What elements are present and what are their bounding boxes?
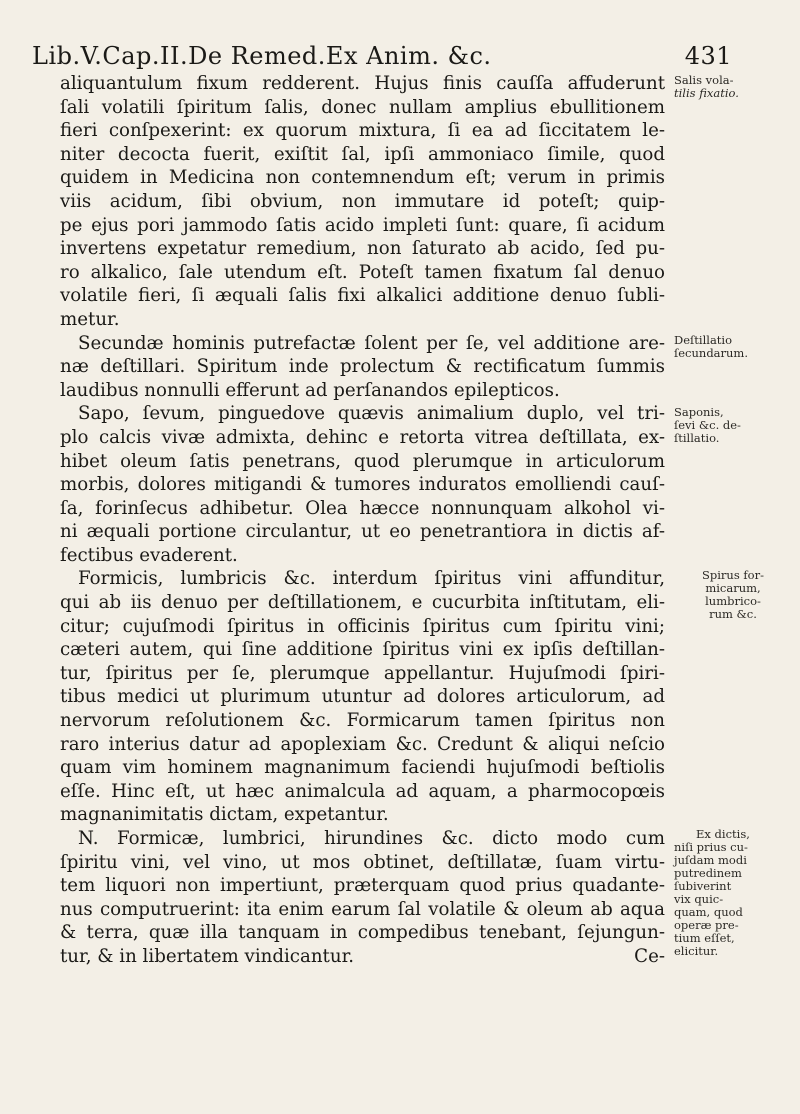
margin-note-line: Spirus for- (702, 568, 764, 582)
text-line: eſſe. Hinc eſt, ut hæc animalcula ad aquam, a pharmocopœis (60, 780, 665, 802)
margin-note-line: ſtillatio. (674, 431, 720, 445)
text-line: pe ejus pori jammodo ſatis acido impleti ſunt: quare, ſi acidum (60, 214, 665, 236)
text-line: Sapo, ſevum, pinguedove quævis animalium duplo, vel tri- (78, 403, 665, 425)
text-line: & terra, quæ illa tanquam in compedibus tenebant, ſejungun- (60, 922, 665, 944)
margin-note (674, 406, 792, 445)
margin-note (674, 334, 792, 360)
text-line: viis acidum, ſibi obvium, non immutare id poteſt; quip- (60, 190, 665, 212)
text-line: aliquantulum fixum redderent. Hujus finis cauſſa affuderunt (60, 73, 665, 94)
text-line: nus computruerint: ita enim earum ſal volatile & oleum ab aqua (60, 898, 665, 920)
running-title: Lib.V.Cap.II.De Remed.Ex Anim. &c. (32, 42, 492, 70)
text-line: tem liquori non impertiunt, præterquam quod prius quadante- (60, 875, 665, 897)
margin-note-line: elicitur. (674, 944, 719, 958)
main-text (60, 72, 665, 969)
margin-note-line: Deſtillatio (674, 333, 733, 347)
text-line: Formicis, lumbricis &c. interdum ſpiritus vini affunditur, (78, 568, 665, 590)
margin-note-line: operæ pre- (674, 918, 739, 932)
text-line: næ deſtillari. Spiritum inde prolectum & rectificatum ſummis (60, 356, 665, 378)
text-line: ſpiritu vini, vel vino, ut mos obtinet, deſtillatæ, ſuam virtu- (60, 851, 665, 873)
margin-note-line: tium eſſet, (674, 931, 735, 945)
text-line: magnanimitatis dictam, expetantur. (60, 804, 389, 826)
running-header (32, 42, 732, 70)
margin-note-line: Salis vola- (674, 73, 734, 87)
catchword: Ce- (634, 945, 665, 967)
margin-note-line: Saponis, (674, 405, 724, 419)
text-line: tibus medici ut plurimum utuntur ad dolores articulorum, ad (60, 686, 665, 708)
text-line: Secundæ hominis putrefactæ ſolent per ſe, vel additione are- (78, 332, 665, 354)
text-line: invertens expetatur remedium, non ſaturato ab acido, ſed pu- (60, 238, 665, 260)
text-line: nervorum reſolutionem &c. Formicarum tamen ſpiritus non (60, 710, 665, 732)
text-line: cæteri autem, qui ſine additione ſpiritus vini ex ipſis deſtillan- (60, 639, 665, 661)
text-line: fectibus evaderent. (60, 544, 238, 566)
margin-note-line: putredinem (674, 866, 742, 880)
margin-note (674, 828, 792, 958)
margin-note (674, 569, 792, 621)
text-line: ſali volatili ſpiritum ſalis, donec nullam amplius ebullitionem (60, 96, 665, 118)
margin-note-line: rum &c. (709, 607, 757, 621)
margin-note-line: niſi prius cu- (674, 840, 748, 854)
margin-note-line: micarum, (705, 581, 761, 595)
margin-note-line: ſecundarum. (674, 346, 748, 360)
margin-note-line: juſdam modi (674, 853, 747, 867)
text-line: plo calcis vivæ admixta, dehinc e retorta vitrea deſtillata, ex- (60, 426, 665, 448)
text-line: N. Formicæ, lumbrici, hirundines &c. dicto modo cum (78, 828, 665, 849)
text-line: tur, ſpiritus per ſe, plerumque appellantur. Hujuſmodi ſpiri- (60, 662, 665, 684)
text-line: citur; cujuſmodi ſpiritus in officinis ſpiritus cum ſpiritu vini; (60, 615, 665, 637)
text-line: fieri conſpexerint: ex quorum mixtura, ſi ea ad ſiccitatem le- (60, 120, 665, 142)
margin-note-line: quam, quod (674, 905, 743, 919)
text-line: raro interius datur ad apoplexiam &c. Credunt & aliqui neſcio (60, 733, 665, 755)
text-line: hibet oleum ſatis penetrans, quod plerumque in articulorum (60, 450, 665, 472)
text-line: tur, & in libertatem vindicantur. Ce- (60, 945, 665, 967)
margin-note-line: ſevi &c. de- (674, 418, 741, 432)
margin-note-line: vix quic- (674, 892, 724, 906)
text-line: niter decocta fuerit, exiſtit ſal, ipſi ammoniaco ſimile, quod (60, 143, 665, 165)
text-line: quidem in Medicina non contemnendum eſt; verum in primis (60, 167, 665, 189)
text-line: ſa, forinſecus adhibetur. Olea hæcce nonnunquam alkohol vi- (60, 497, 665, 519)
margin-note-line: ſubiverint (674, 879, 732, 893)
margin-note (674, 74, 792, 100)
text-line: ni æquali portione circulantur, ut eo penetrantiora in dictis af- (60, 521, 665, 543)
text-line: volatile fieri, ſi æquali ſalis fixi alkalici additione denuo ſubli- (60, 285, 665, 307)
text-line: metur. (60, 308, 120, 330)
page-number: 431 (684, 42, 732, 70)
margin-note-line: tilis fixatio. (674, 86, 739, 100)
text-line: laudibus nonnulli efferunt ad perſanandos epilepticos. (60, 379, 560, 401)
margin-note-line: lumbrico- (705, 594, 761, 608)
text-line: ro alkalico, ſale utendum eſt. Poteſt tamen fixatum ſal denuo (60, 261, 665, 283)
text-line: morbis, dolores mitigandi & tumores induratos emolliendi cauſ- (60, 474, 665, 496)
margin-note-line: Ex dictis, (696, 827, 750, 841)
text-line: qui ab iis denuo per deſtillationem, e cucurbita inſtitutam, eli- (60, 592, 665, 614)
text-line: quam vim hominem magnanimum faciendi hujuſmodi beſtiolis (60, 757, 665, 779)
